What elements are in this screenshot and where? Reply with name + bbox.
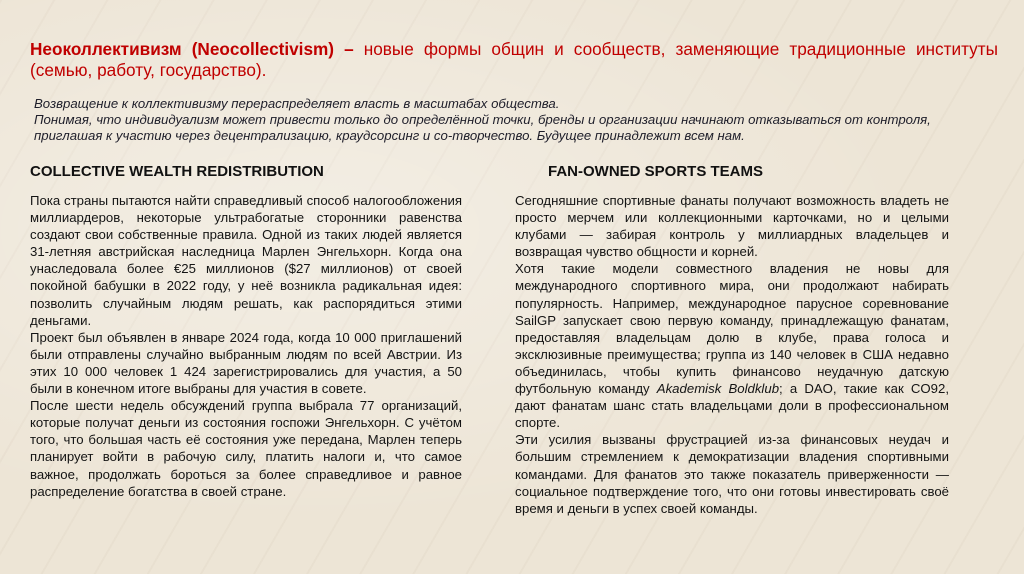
intro-line-1: Возвращение к коллективизму перераспределяет власть в масштабах общества.	[34, 96, 560, 111]
right-paragraph-2	[515, 260, 949, 431]
headline-term: Неоколлективизм (Neocollectivism) –	[30, 39, 354, 59]
intro-text	[34, 96, 984, 145]
headline-definition: новые формы общин и сообществ, заменяющие традиционные институты (семью, работу, государство).	[30, 39, 998, 80]
left-paragraph-3: После шести недель обсуждений группа выбрала 77 организаций, которые получат деньги из состояния госпожи Энгельхорн. С учётом того, что большая часть её состояния уже передана, Марлен теперь планирует войти в рабочую силу, платить налоги и, что самое важное, продолжать бороться за более справедливое и равное распределение богатства в своей стране.	[30, 398, 462, 499]
right-paragraph-1: Сегодняшние спортивные фанаты получают возможность владеть не просто мерчем или коллекционными карточками, но и целыми клубами — забирая контроль у миллиардных владельцев и возвращая чувство общности и корней.	[515, 193, 949, 260]
left-paragraph-2: Проект был объявлен в январе 2024 года, когда 10 000 приглашений были отправлены случайно выбранным людям по всей Австрии. Из этих 10 000 человек 1 424 зарегистрировались для участия, а 50 были в конечном итоге выбраны для участия в совете.	[30, 329, 462, 397]
slide-headline	[30, 39, 998, 81]
right-paragraph-2-start: Хотя такие модели совместного владения не новы для международного спортивного мира, они продолжают набирать популярность. Например, международное парусное соревнование SailGP запускает свою первую команду, принадлежащую фанатам, предоставляя владельцам долю в клубе, права голоса и эксклюзивные преимущества; группа из 140 человек в США недавно объединилась, чтобы купить финансово неудачную датскую футбольную команду	[515, 261, 949, 397]
intro-line-2: Понимая, что индивидуализм может привести только до определённой точки, бренды и организации начинают отказываться от контроля, приглашая к участию через децентрализацию, краудсорсинг и со-творчество. Будущее принадлежит всем нам.	[34, 112, 931, 144]
left-column-heading: COLLECTIVE WEALTH REDISTRIBUTION	[30, 163, 324, 180]
right-paragraph-2-end: ; а DAO, такие как CO92, дают фанатам шанс стать владельцами доли в профессиональном спорте.	[515, 381, 949, 431]
left-column-body	[30, 192, 462, 500]
left-paragraph-1: Пока страны пытаются найти справедливый способ налогообложения миллиардеров, некоторые ультрабогатые сторонники равенства создают свои собственные правила. Одной из таких людей является 31-летняя австрийская наследница Марлен Энгельхорн. Когда она унаследовала более €25 миллионов ($27 миллионов) от своей покойной бабушки в 2022 году, у неё возникла радикальная идея: позволить случайным людям решать, как распорядиться этими деньгами.	[30, 193, 462, 328]
right-paragraph-3: Эти усилия вызваны фрустрацией из-за финансовых неудач и большим стремлением к демократизации владения спортивными командами. Для фанатов это также показатель приверженности — социальное подтверждение того, что они готовы инвестировать своё время и деньги в успех своей команды.	[515, 432, 949, 516]
right-column-body	[515, 192, 949, 517]
team-name: Akademisk Boldklub	[656, 381, 780, 397]
right-column-heading: FAN-OWNED SPORTS TEAMS	[548, 163, 764, 180]
